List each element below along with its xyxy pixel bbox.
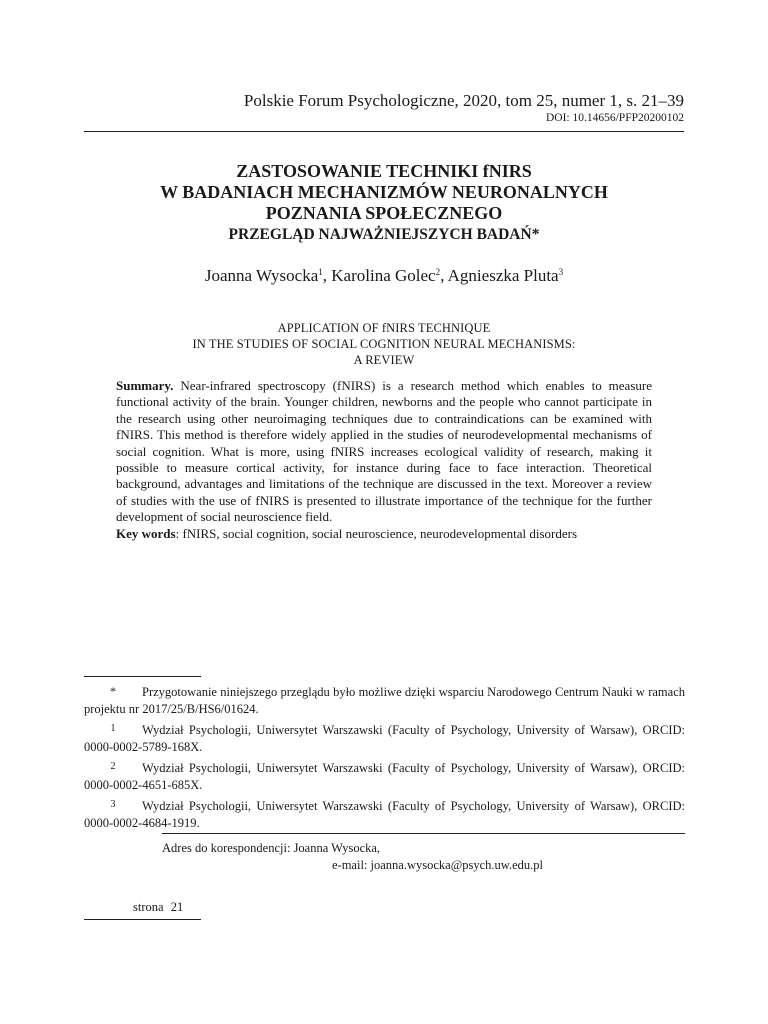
footnote — [84, 797, 685, 831]
footnote-mark: * — [110, 684, 116, 698]
footnote — [84, 721, 685, 755]
correspondence-address: Adres do korespondencji: Joanna Wysocka, — [162, 841, 381, 855]
doi-line: DOI: 10.14656/PFP20200102 — [545, 112, 684, 124]
author-list — [84, 266, 684, 286]
footnote — [84, 683, 685, 717]
footnote-mark: 1 — [110, 723, 116, 734]
author-separator: , — [322, 266, 332, 285]
title-line-3: POZNANIA SPOŁECZNEGO — [265, 203, 503, 223]
title-line-2: W BADANIACH MECHANIZMÓW NEURONALNYCH — [160, 182, 608, 202]
footnote-mark: 2 — [110, 761, 116, 772]
english-title-line-1: APPLICATION OF fNIRS TECHNIQUE — [277, 321, 491, 335]
footnote-rule — [84, 676, 201, 677]
keywords-text: : fNIRS, social cognition, social neuroscience, neurodevelopmental disorders — [175, 525, 578, 541]
author-affiliation-mark: 2 — [435, 267, 441, 277]
english-title-line-2: IN THE STUDIES OF SOCIAL COGNITION NEURAL MECHANISMS: — [192, 337, 576, 351]
footnote-text: Przygotowanie niniejszego przeglądu było możliwe dzięki wsparciu Narodowego Centrum Nauki w ramach projektu nr 2017/25/B/HS6/01624. — [84, 685, 685, 716]
author-name: Karolina Golec — [331, 266, 436, 285]
footnotes — [84, 683, 685, 835]
keywords-label: Key words — [116, 525, 176, 541]
footnote-text: Wydział Psychologii, Uniwersytet Warszawski (Faculty of Psychology, University of Warsaw), ORCID: 0000-0002-5789-168X. — [84, 723, 685, 754]
journal-citation: Polskie Forum Psychologiczne, 2020, tom 25, numer 1, s. 21–39 — [243, 91, 684, 110]
correspondence-rule — [162, 833, 685, 834]
author-name: Joanna Wysocka — [204, 266, 319, 285]
abstract — [116, 378, 652, 542]
article-title — [84, 161, 684, 246]
footnote — [84, 759, 685, 793]
title-line-1: ZASTOSOWANIE TECHNIKI fNIRS — [236, 161, 532, 181]
author-separator: , — [440, 266, 448, 285]
footnote-text: Wydział Psychologii, Uniwersytet Warszawski (Faculty of Psychology, University of Warsaw), ORCID: 0000-0002-4684-1919. — [84, 799, 685, 830]
page-value: 21 — [170, 900, 184, 914]
footnote-mark: 3 — [110, 799, 116, 810]
footnote-text: Wydział Psychologii, Uniwersytet Warszawski (Faculty of Psychology, University of Warsaw), ORCID: 0000-0002-4651-685X. — [84, 761, 685, 792]
page-number — [133, 900, 183, 915]
author-affiliation-mark: 3 — [558, 267, 564, 277]
keywords-paragraph — [116, 526, 652, 542]
page-number-rule — [84, 919, 201, 920]
summary-label: Summary. — [116, 378, 174, 393]
english-title — [84, 320, 684, 368]
page-label: strona — [133, 900, 164, 914]
header-rule — [84, 131, 684, 132]
title-subtitle: PRZEGLĄD NAJWAŻNIEJSZYCH BADAŃ* — [228, 226, 540, 243]
summary-text: Near-infrared spectroscopy (fNIRS) is a research method which enables to measure functional activity of the brain. Younger children, newborns and the people who cannot participate in the research using other neuroimaging techniques due to contraindications can be examined with fNIRS. This method is therefore widely applied in the studies of neurodevelopmental mechanisms of social cognition. What is more, using fNIRS increases ecological validity of research, making it possible to measure cortical activity, for instance during face to face interaction. Theoretical background, advantages and limitations of the technique are discussed in the text. Moreover a review of studies with the use of fNIRS is presented to illustrate importance of the technique for the further development of social neuroscience field. — [116, 378, 652, 525]
author-name: Agnieszka Pluta — [447, 266, 559, 285]
correspondence-email[interactable]: e-mail: joanna.wysocka@psych.uw.edu.pl — [332, 858, 543, 872]
summary-paragraph — [116, 378, 652, 526]
author-affiliation-mark: 1 — [318, 267, 323, 277]
english-title-line-3: A REVIEW — [353, 353, 415, 367]
